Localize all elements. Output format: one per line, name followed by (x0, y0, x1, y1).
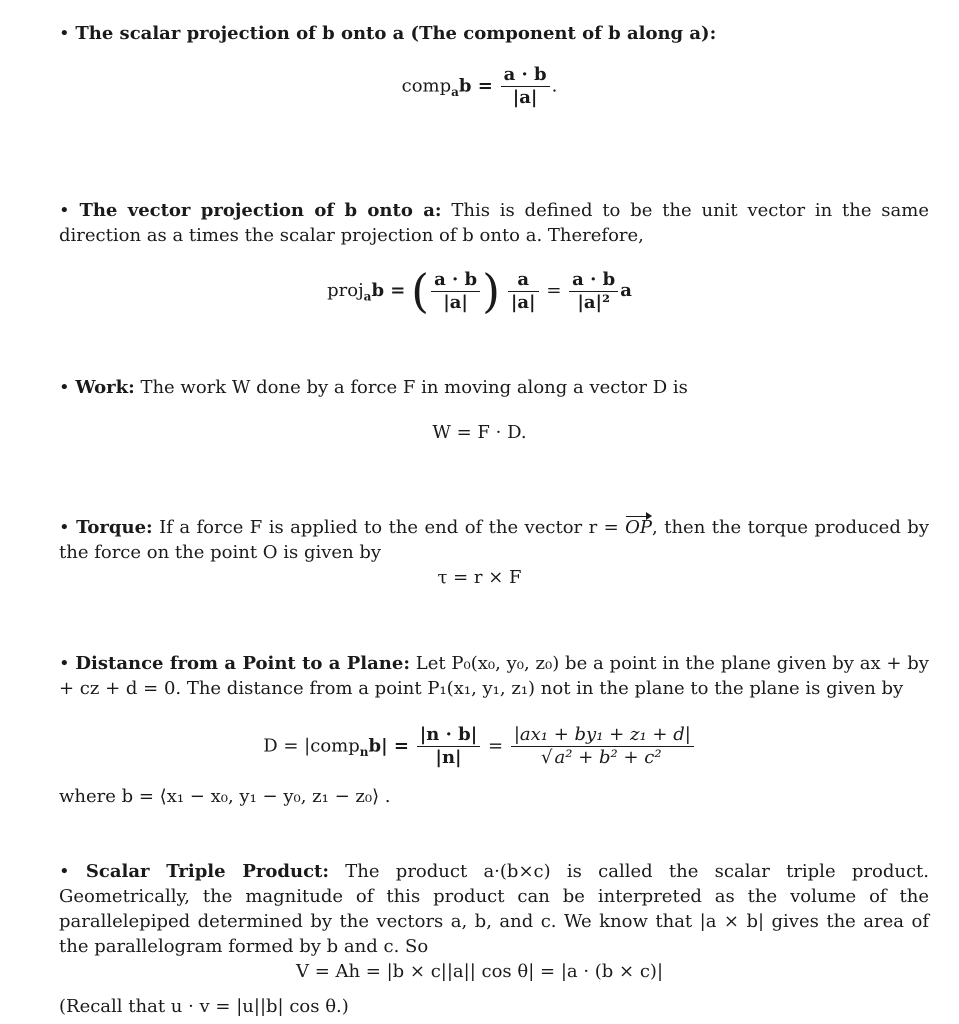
distance-paragraph (59, 651, 929, 701)
fraction-1 (431, 269, 480, 314)
distance-fraction-1-denominator: |n| (435, 747, 462, 768)
bullet: • (59, 517, 70, 538)
proj-subscript: a (363, 289, 372, 304)
torque-body-pre: If a force F is applied to the end of the vector r = (159, 517, 619, 538)
torque-body-post: , then the torque produced by the force on the point O is given by (59, 517, 929, 563)
bullet: • (59, 200, 70, 221)
fraction-3-tail: a (620, 280, 632, 301)
scalar-projection-heading (59, 21, 929, 46)
fraction-2 (508, 269, 539, 314)
triple-product-equation: V = Ah = |b × c||a|| cos θ| = |a · (b × c)| (295, 961, 664, 982)
op-vector: OP (625, 517, 653, 538)
work-body: The work W done by a force F in moving along a vector D is (140, 377, 688, 398)
work-title: Work: (75, 377, 135, 398)
fraction-2-numerator: a (508, 269, 539, 292)
left-paren: ( (411, 264, 430, 318)
distance-subscript: n (359, 745, 369, 760)
distance-title: Distance from a Point to a Plane: (75, 653, 410, 674)
triple-product-title: Scalar Triple Product: (85, 861, 330, 882)
bullet: • (59, 23, 70, 44)
torque-title: Torque: (76, 517, 153, 538)
proj-lhs-b: b = (371, 280, 406, 301)
work-equation: W = F · D. (432, 422, 527, 443)
comp-subscript: a (451, 85, 459, 100)
distance-body: Let P₀(x₀, y₀, z₀) be a point in the plane given by ax + by + cz + d = 0. The distance from a point P₁(x₁, y₁, z₁) not in the plane to the plane is given by (59, 653, 929, 699)
fraction-1-numerator: a · b (431, 269, 480, 292)
scalar-projection-fraction (501, 64, 550, 109)
fraction-3-denominator: |a|² (577, 291, 610, 313)
distance-where-clause: where b = ⟨x₁ − x₀, y₁ − y₀, z₁ − z₀⟩ . (59, 786, 391, 807)
triple-product-body: The product a·(b×c) is called the scalar triple product. Geometrically, the magnitude of this product can be interpreted as the volume of the parallelepiped determined by the vectors a, b, and c. We know that |a × b| gives the area of the parallelogram formed by b and c. So (59, 861, 929, 957)
torque-paragraph (59, 515, 929, 565)
work-paragraph (59, 375, 929, 400)
distance-equation (0, 724, 959, 769)
right-paren: ) (482, 264, 501, 318)
distance-lhs-b: b| = (368, 735, 409, 757)
fraction-numerator: a · b (501, 64, 550, 87)
fraction-3-numerator: a · b (569, 269, 618, 292)
sqrt-radicand: a² + b² + c² (554, 747, 662, 768)
vector-projection-body: This is defined to be the unit vector in the same direction as a times the scalar projection of b onto a. Therefore, (59, 200, 930, 246)
comp-label: comp (401, 75, 452, 97)
fraction-2-denominator: |a| (510, 291, 536, 313)
equation-period: . (551, 75, 558, 97)
vector-projection-paragraph (59, 198, 929, 248)
fraction-denominator: |a| (512, 87, 538, 108)
comp-lhs-b: b = (458, 75, 493, 97)
proj-label: proj (327, 280, 364, 301)
distance-fraction-1 (417, 724, 481, 769)
sqrt-symbol: √ (541, 747, 553, 768)
equals-sign: = (488, 735, 504, 757)
triple-product-paragraph (59, 859, 929, 959)
vector-projection-equation (0, 264, 959, 318)
recall-note: (Recall that u · v = |u||b| cos θ.) (59, 996, 349, 1017)
scalar-projection-equation (0, 64, 959, 109)
torque-equation: τ = r × F (437, 567, 522, 588)
bullet: • (59, 377, 70, 398)
fraction-1-denominator: |a| (443, 291, 468, 313)
distance-fraction-2-denominator (511, 747, 694, 769)
distance-fraction-2 (511, 724, 694, 769)
scalar-projection-title: The scalar projection of b onto a (The component of b along a): (75, 23, 717, 44)
vector-projection-title: The vector projection of b onto a: (79, 200, 442, 221)
fraction-3 (569, 269, 618, 314)
equals-sign: = (546, 280, 562, 301)
bullet: • (59, 653, 70, 674)
bullet: • (59, 861, 70, 882)
distance-fraction-2-numerator: |ax₁ + by₁ + z₁ + d| (511, 724, 694, 747)
distance-fraction-1-numerator: |n · b| (417, 724, 481, 747)
distance-lhs: D = |comp (263, 735, 360, 757)
